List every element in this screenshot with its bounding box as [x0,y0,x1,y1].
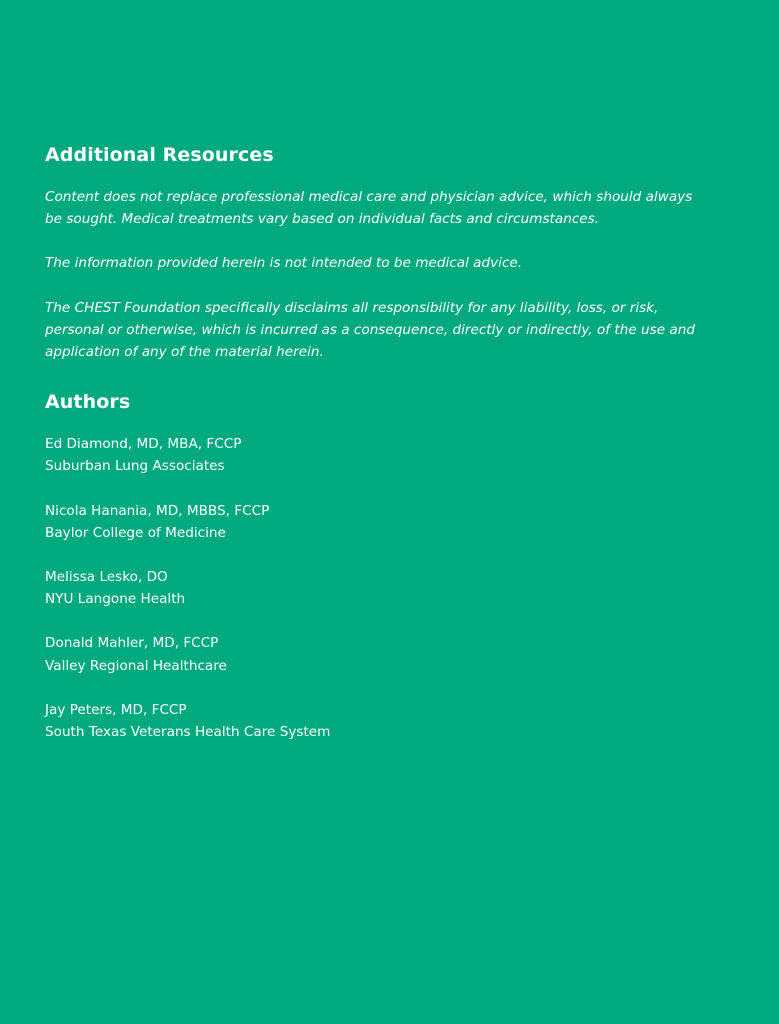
author-entry-lesko [45,566,705,610]
author-entry-peters [45,699,705,743]
author-affiliation: South Texas Veterans Health Care System [45,724,331,741]
author-name: Melissa Lesko, DO [45,569,168,586]
authors-section [45,387,705,743]
author-name: Jay Peters, MD, FCCP [45,701,187,718]
author-affiliation: NYU Langone Health [45,591,186,608]
author-affiliation: Valley Regional Healthcare [45,657,227,674]
disclaimer-paragraph-3: The CHEST Foundation specifically disclaims all responsibility for any liability, loss, or risk, personal or otherwise, which is incurred as a consequence, directly or indirectly, of the use and application of any of the material herein. [45,299,695,361]
additional-resources-section [45,140,705,363]
author-name: Donald Mahler, MD, FCCP [45,635,219,652]
disclaimer-paragraph-1: Content does not replace professional medical care and physician advice, which should always be sought. Medical treatments vary based on individual facts and circumstances. [45,189,693,228]
content-column [45,140,705,743]
author-entry-diamond [45,433,705,477]
disclaimer-paragraph-2: The information provided herein is not intended to be medical advice. [45,255,523,272]
author-name: Nicola Hanania, MD, MBBS, FCCP [45,502,270,519]
author-affiliation: Baylor College of Medicine [45,524,226,541]
authors-list [45,433,705,743]
disclaimer-block [45,186,705,363]
authors-heading: Authors [45,391,131,414]
author-affiliation: Suburban Lung Associates [45,458,225,475]
additional-resources-heading: Additional Resources [45,144,274,166]
author-name: Ed Diamond, MD, MBA, FCCP [45,436,242,453]
author-entry-hanania [45,500,705,544]
author-entry-mahler [45,632,705,676]
